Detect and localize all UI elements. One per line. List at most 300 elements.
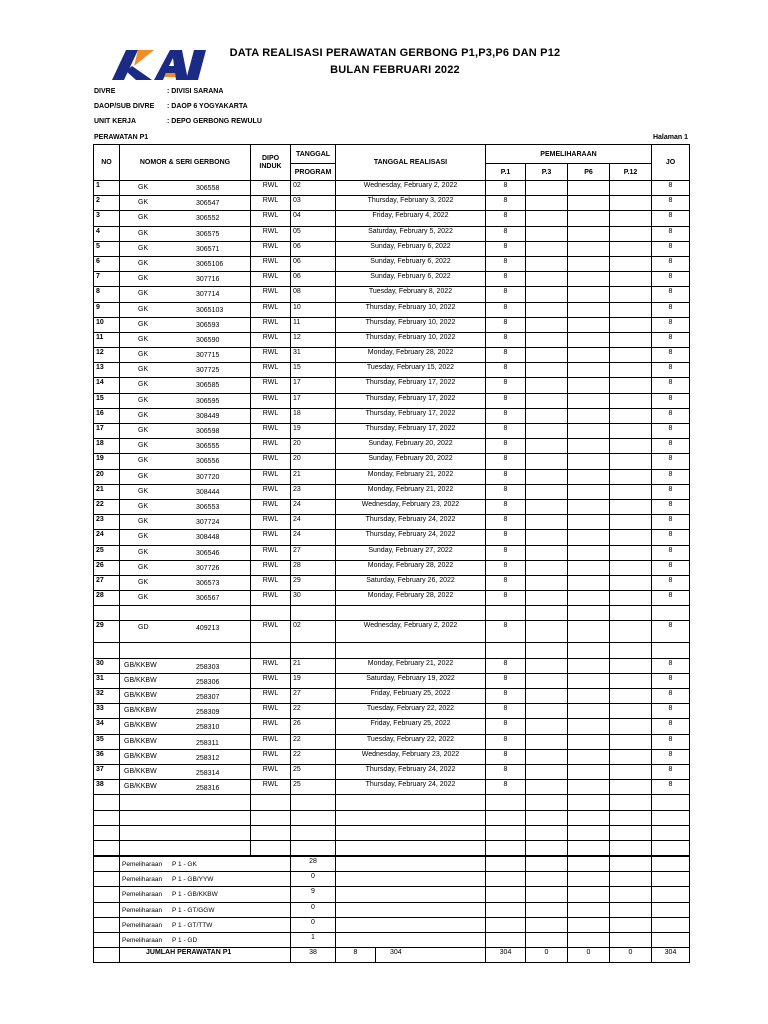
cell-p3 xyxy=(526,469,568,484)
cell-date: Monday, February 28, 2022 xyxy=(336,591,486,606)
summary-code: P 1 - GD xyxy=(172,937,198,944)
cell-p12 xyxy=(610,933,652,948)
cell-date xyxy=(336,643,486,658)
car-type: GK xyxy=(138,396,149,404)
car-type: GK xyxy=(138,305,149,313)
car-type: GB/KKBW xyxy=(124,752,157,760)
cell-jo: 8 xyxy=(652,545,690,560)
cell-p3 xyxy=(526,302,568,317)
cell-p12 xyxy=(610,689,652,704)
cell-p6 xyxy=(568,840,610,856)
cell-p12 xyxy=(610,606,652,621)
cell-p12 xyxy=(610,408,652,423)
cell-p12 xyxy=(610,545,652,560)
blank-row xyxy=(94,825,690,840)
cell-summary-label xyxy=(120,887,291,902)
cell-p12 xyxy=(610,439,652,454)
cell-program: 23 xyxy=(291,484,336,499)
cell-p3 xyxy=(526,704,568,719)
cell-p1: 8 xyxy=(486,734,526,749)
cell-serial xyxy=(120,439,251,454)
cell-serial xyxy=(120,378,251,393)
cell-p6 xyxy=(568,719,610,734)
cell-serial xyxy=(120,181,251,196)
report-subtitle: BULAN FEBRUARI 2022 xyxy=(330,64,460,76)
cell-dipo xyxy=(251,810,291,825)
cell-p6 xyxy=(568,226,610,241)
cell-p12 xyxy=(610,287,652,302)
car-serial: 306555 xyxy=(196,443,220,451)
cell-p1: 8 xyxy=(486,272,526,287)
cell-date: Thursday, February 17, 2022 xyxy=(336,408,486,423)
table-row xyxy=(94,484,690,499)
total-jo: 304 xyxy=(652,948,690,963)
cell-jo: 8 xyxy=(652,332,690,347)
cell-p6 xyxy=(568,256,610,271)
cell-dipo xyxy=(251,840,291,856)
cell-no: 33 xyxy=(94,704,120,719)
cell-dipo: RWL xyxy=(251,689,291,704)
cell-no xyxy=(94,856,120,872)
summary-label: Pemeliharaan xyxy=(122,906,163,914)
cell-p12 xyxy=(610,469,652,484)
cell-p1: 8 xyxy=(486,393,526,408)
cell-p3 xyxy=(526,499,568,514)
cell-p1: 8 xyxy=(486,764,526,779)
car-serial: 306552 xyxy=(196,215,220,223)
cell-p6 xyxy=(568,825,610,840)
cell-p1: 8 xyxy=(486,454,526,469)
cell-p3 xyxy=(526,840,568,856)
cell-serial xyxy=(120,719,251,734)
cell-p3 xyxy=(526,211,568,226)
total-v2: 304 xyxy=(376,948,486,963)
cell-serial xyxy=(120,673,251,688)
table-row xyxy=(94,181,690,196)
cell-no: 13 xyxy=(94,363,120,378)
cell-jo xyxy=(652,917,690,932)
cell-p12 xyxy=(610,591,652,606)
cell-jo: 8 xyxy=(652,256,690,271)
cell-program: 06 xyxy=(291,272,336,287)
cell-date: Thursday, February 3, 2022 xyxy=(336,196,486,211)
cell-date: Tuesday, February 15, 2022 xyxy=(336,363,486,378)
cell-p1 xyxy=(486,887,526,902)
cell-p3 xyxy=(526,764,568,779)
cell-jo: 8 xyxy=(652,484,690,499)
cell-date: Saturday, February 5, 2022 xyxy=(336,226,486,241)
cell-p12 xyxy=(610,378,652,393)
cell-p1: 8 xyxy=(486,484,526,499)
meta-key: DIVRE xyxy=(94,88,116,95)
cell-program: 24 xyxy=(291,530,336,545)
cell-serial xyxy=(120,424,251,439)
cell-p6 xyxy=(568,734,610,749)
cell-date: Thursday, February 24, 2022 xyxy=(336,764,486,779)
car-serial: 409213 xyxy=(196,625,220,633)
cell-p1: 8 xyxy=(486,499,526,514)
cell-p6 xyxy=(568,902,610,917)
cell-p1: 8 xyxy=(486,424,526,439)
cell-program: 17 xyxy=(291,378,336,393)
cell-p12 xyxy=(610,840,652,856)
cell-p12 xyxy=(610,181,652,196)
cell-no xyxy=(94,933,120,948)
car-type: GB/KKBW xyxy=(124,676,157,684)
cell-summary-label xyxy=(120,872,291,887)
cell-program: 12 xyxy=(291,332,336,347)
cell-no: 16 xyxy=(94,408,120,423)
cell-date xyxy=(336,933,486,948)
car-serial: 258306 xyxy=(196,678,220,686)
cell-serial xyxy=(120,840,251,856)
cell-jo: 8 xyxy=(652,196,690,211)
cell-p1 xyxy=(486,902,526,917)
cell-summary-label xyxy=(120,933,291,948)
car-type: GK xyxy=(138,502,149,510)
cell-serial xyxy=(120,332,251,347)
cell-date: Tuesday, February 8, 2022 xyxy=(336,287,486,302)
cell-p6 xyxy=(568,856,610,872)
cell-p12 xyxy=(610,560,652,575)
cell-p12 xyxy=(610,704,652,719)
cell-no: 8 xyxy=(94,287,120,302)
cell-date xyxy=(336,902,486,917)
car-serial: 258316 xyxy=(196,785,220,793)
cell-no: 32 xyxy=(94,689,120,704)
cell-p3 xyxy=(526,424,568,439)
cell-p6 xyxy=(568,591,610,606)
cell-no: 24 xyxy=(94,530,120,545)
cell-program xyxy=(291,825,336,840)
cell-p12 xyxy=(610,621,652,643)
cell-serial xyxy=(120,272,251,287)
car-serial: 258312 xyxy=(196,754,220,762)
cell-dipo xyxy=(251,606,291,621)
cell-p3 xyxy=(526,810,568,825)
car-serial: 306590 xyxy=(196,336,220,344)
cell-serial xyxy=(120,530,251,545)
cell-date: Monday, February 28, 2022 xyxy=(336,560,486,575)
cell-jo: 8 xyxy=(652,749,690,764)
col-program: PROGRAM xyxy=(291,164,336,181)
cell-serial xyxy=(120,810,251,825)
cell-p1 xyxy=(486,606,526,621)
cell-p12 xyxy=(610,749,652,764)
table-row xyxy=(94,378,690,393)
cell-serial xyxy=(120,575,251,590)
cell-date: Sunday, February 20, 2022 xyxy=(336,454,486,469)
car-type: GK xyxy=(138,275,149,283)
table-row xyxy=(94,515,690,530)
cell-no: 30 xyxy=(94,658,120,673)
cell-no: 3 xyxy=(94,211,120,226)
cell-p12 xyxy=(610,810,652,825)
car-type: GB/KKBW xyxy=(124,692,157,699)
col-p1: P.1 xyxy=(486,164,526,181)
cell-p3 xyxy=(526,241,568,256)
table-row xyxy=(94,256,690,271)
cell-date: Sunday, February 27, 2022 xyxy=(336,545,486,560)
cell-serial xyxy=(120,196,251,211)
cell-p1: 8 xyxy=(486,591,526,606)
cell-p1: 8 xyxy=(486,241,526,256)
cell-date: Wednesday, February 2, 2022 xyxy=(336,621,486,643)
cell-p3 xyxy=(526,439,568,454)
cell-p6 xyxy=(568,560,610,575)
col-p6: P6 xyxy=(568,164,610,181)
cell-p3 xyxy=(526,530,568,545)
car-type: GK xyxy=(138,442,149,450)
cell-dipo: RWL xyxy=(251,408,291,423)
cell-date: Saturday, February 26, 2022 xyxy=(336,575,486,590)
cell-no xyxy=(94,825,120,840)
table-row xyxy=(94,393,690,408)
cell-p1: 8 xyxy=(486,469,526,484)
cell-no: 31 xyxy=(94,673,120,688)
summary-code: P 1 - GK xyxy=(172,861,197,869)
meta-value: : DEPO GERBONG REWULU xyxy=(167,118,262,125)
cell-dipo: RWL xyxy=(251,499,291,514)
cell-p12 xyxy=(610,348,652,363)
cell-no: 21 xyxy=(94,484,120,499)
total-row xyxy=(94,948,690,963)
cell-serial xyxy=(120,454,251,469)
cell-jo: 8 xyxy=(652,499,690,514)
total-p6: 0 xyxy=(568,948,610,963)
cell-p1 xyxy=(486,810,526,825)
total-p12: 0 xyxy=(610,948,652,963)
cell-date: Thursday, February 10, 2022 xyxy=(336,332,486,347)
col-tanggal: TANGGAL xyxy=(291,145,336,164)
cell-no: 12 xyxy=(94,348,120,363)
cell-no xyxy=(94,902,120,917)
col-nomor-seri: NOMOR & SERI GERBONG xyxy=(120,145,251,181)
cell-dipo xyxy=(251,643,291,658)
cell-dipo: RWL xyxy=(251,560,291,575)
cell-no: 11 xyxy=(94,332,120,347)
cell-dipo: RWL xyxy=(251,348,291,363)
cell-program: 06 xyxy=(291,241,336,256)
col-p3: P.3 xyxy=(526,164,568,181)
summary-code: P 1 - GB/KKBW xyxy=(172,891,218,899)
car-type: GB/KKBW xyxy=(124,661,157,669)
car-type: GK xyxy=(138,548,149,556)
cell-program xyxy=(291,795,336,810)
cell-date xyxy=(336,606,486,621)
cell-p1 xyxy=(486,795,526,810)
cell-dipo: RWL xyxy=(251,196,291,211)
cell-p6 xyxy=(568,643,610,658)
cell-p6 xyxy=(568,704,610,719)
cell-p12 xyxy=(610,719,652,734)
summary-row xyxy=(94,872,690,887)
cell-date: Sunday, February 6, 2022 xyxy=(336,256,486,271)
cell-p1 xyxy=(486,840,526,856)
cell-program: 25 xyxy=(291,764,336,779)
cell-dipo: RWL xyxy=(251,287,291,302)
cell-program: 18 xyxy=(291,408,336,423)
car-serial: 3065106 xyxy=(196,260,224,268)
cell-p6 xyxy=(568,439,610,454)
cell-p3 xyxy=(526,226,568,241)
cell-jo xyxy=(652,606,690,621)
cell-p1: 8 xyxy=(486,689,526,704)
cell-no xyxy=(94,810,120,825)
table-row xyxy=(94,673,690,688)
cell-p6 xyxy=(568,181,610,196)
cell-date: Tuesday, February 22, 2022 xyxy=(336,734,486,749)
cell-p3 xyxy=(526,673,568,688)
cell-p3 xyxy=(526,408,568,423)
cell-jo: 8 xyxy=(652,658,690,673)
cell-date: Wednesday, February 2, 2022 xyxy=(336,181,486,196)
cell-program: 10 xyxy=(291,302,336,317)
table-row xyxy=(94,764,690,779)
car-type: GK xyxy=(138,199,149,207)
cell-p12 xyxy=(610,241,652,256)
cell-summary-value: 0 xyxy=(291,872,336,887)
blank-row xyxy=(94,606,690,621)
cell-p6 xyxy=(568,272,610,287)
cell-date: Thursday, February 24, 2022 xyxy=(336,515,486,530)
cell-jo xyxy=(652,872,690,887)
car-type: GK xyxy=(138,290,149,298)
cell-p3 xyxy=(526,872,568,887)
car-type: GK xyxy=(138,366,149,374)
cell-program: 11 xyxy=(291,317,336,332)
cell-p6 xyxy=(568,332,610,347)
cell-dipo: RWL xyxy=(251,764,291,779)
cell-dipo: RWL xyxy=(251,575,291,590)
cell-date xyxy=(336,840,486,856)
cell-p3 xyxy=(526,196,568,211)
cell-jo: 8 xyxy=(652,272,690,287)
summary-label: Pemeliharaan xyxy=(122,891,163,899)
cell-jo: 8 xyxy=(652,734,690,749)
cell-p1: 8 xyxy=(486,719,526,734)
cell-p6 xyxy=(568,795,610,810)
cell-date: Sunday, February 20, 2022 xyxy=(336,439,486,454)
car-serial: 306595 xyxy=(196,397,220,405)
cell-jo: 8 xyxy=(652,439,690,454)
cell-serial xyxy=(120,515,251,530)
cell-p12 xyxy=(610,658,652,673)
cell-serial xyxy=(120,545,251,560)
cell-dipo: RWL xyxy=(251,439,291,454)
car-type: GK xyxy=(138,533,149,541)
cell-p12 xyxy=(610,764,652,779)
cell-serial xyxy=(120,764,251,779)
cell-program: 25 xyxy=(291,780,336,795)
cell-no: 7 xyxy=(94,272,120,287)
cell-dipo xyxy=(251,825,291,840)
cell-p12 xyxy=(610,795,652,810)
car-serial: 306558 xyxy=(196,185,220,192)
cell-summary-value: 9 xyxy=(291,887,336,902)
cell-jo xyxy=(652,795,690,810)
cell-date: Monday, February 21, 2022 xyxy=(336,658,486,673)
cell-jo: 8 xyxy=(652,302,690,317)
cell-no: 35 xyxy=(94,734,120,749)
cell-program: 21 xyxy=(291,469,336,484)
cell-no: 22 xyxy=(94,499,120,514)
cell-p12 xyxy=(610,393,652,408)
cell-dipo: RWL xyxy=(251,241,291,256)
cell-serial xyxy=(120,256,251,271)
cell-program: 31 xyxy=(291,348,336,363)
cell-p3 xyxy=(526,560,568,575)
cell-jo xyxy=(652,887,690,902)
cell-p3 xyxy=(526,575,568,590)
cell-p1: 8 xyxy=(486,196,526,211)
cell-date: Thursday, February 17, 2022 xyxy=(336,424,486,439)
cell-program: 21 xyxy=(291,658,336,673)
cell-no: 15 xyxy=(94,393,120,408)
cell-serial xyxy=(120,643,251,658)
cell-dipo: RWL xyxy=(251,393,291,408)
cell-p3 xyxy=(526,393,568,408)
cell-program: 02 xyxy=(291,621,336,643)
cell-serial xyxy=(120,795,251,810)
car-serial: 306556 xyxy=(196,458,220,466)
cell-program xyxy=(291,840,336,856)
cell-p12 xyxy=(610,825,652,840)
col-jo: JO xyxy=(652,145,690,181)
cell-date: Monday, February 21, 2022 xyxy=(336,469,486,484)
car-serial: 306593 xyxy=(196,321,220,329)
cell-summary-value: 0 xyxy=(291,917,336,932)
table-row xyxy=(94,621,690,643)
cell-summary-value: 1 xyxy=(291,933,336,948)
summary-label: Pemeliharaan xyxy=(122,937,163,944)
car-type: GK xyxy=(138,518,149,526)
cell-p3 xyxy=(526,484,568,499)
cell-no xyxy=(94,643,120,658)
table-row xyxy=(94,454,690,469)
cell-p12 xyxy=(610,887,652,902)
cell-jo: 8 xyxy=(652,673,690,688)
cell-date: Saturday, February 19, 2022 xyxy=(336,673,486,688)
cell-program xyxy=(291,810,336,825)
cell-p1: 8 xyxy=(486,348,526,363)
car-serial: 306575 xyxy=(196,230,220,238)
cell-p12 xyxy=(610,673,652,688)
cell-p6 xyxy=(568,887,610,902)
cell-p3 xyxy=(526,515,568,530)
cell-serial xyxy=(120,606,251,621)
summary-row xyxy=(94,902,690,917)
cell-program xyxy=(291,606,336,621)
car-serial: 306547 xyxy=(196,200,220,208)
cell-p12 xyxy=(610,454,652,469)
cell-no: 23 xyxy=(94,515,120,530)
cell-p12 xyxy=(610,917,652,932)
cell-date: Thursday, February 24, 2022 xyxy=(336,780,486,795)
col-no: NO xyxy=(94,145,120,181)
cell-dipo: RWL xyxy=(251,272,291,287)
cell-p6 xyxy=(568,749,610,764)
cell-jo: 8 xyxy=(652,704,690,719)
cell-no: 18 xyxy=(94,439,120,454)
cell-p12 xyxy=(610,424,652,439)
cell-p1 xyxy=(486,856,526,872)
cell-no: 27 xyxy=(94,575,120,590)
cell-p6 xyxy=(568,378,610,393)
cell-summary-value: 0 xyxy=(291,902,336,917)
cell-jo xyxy=(652,856,690,872)
cell-dipo: RWL xyxy=(251,484,291,499)
